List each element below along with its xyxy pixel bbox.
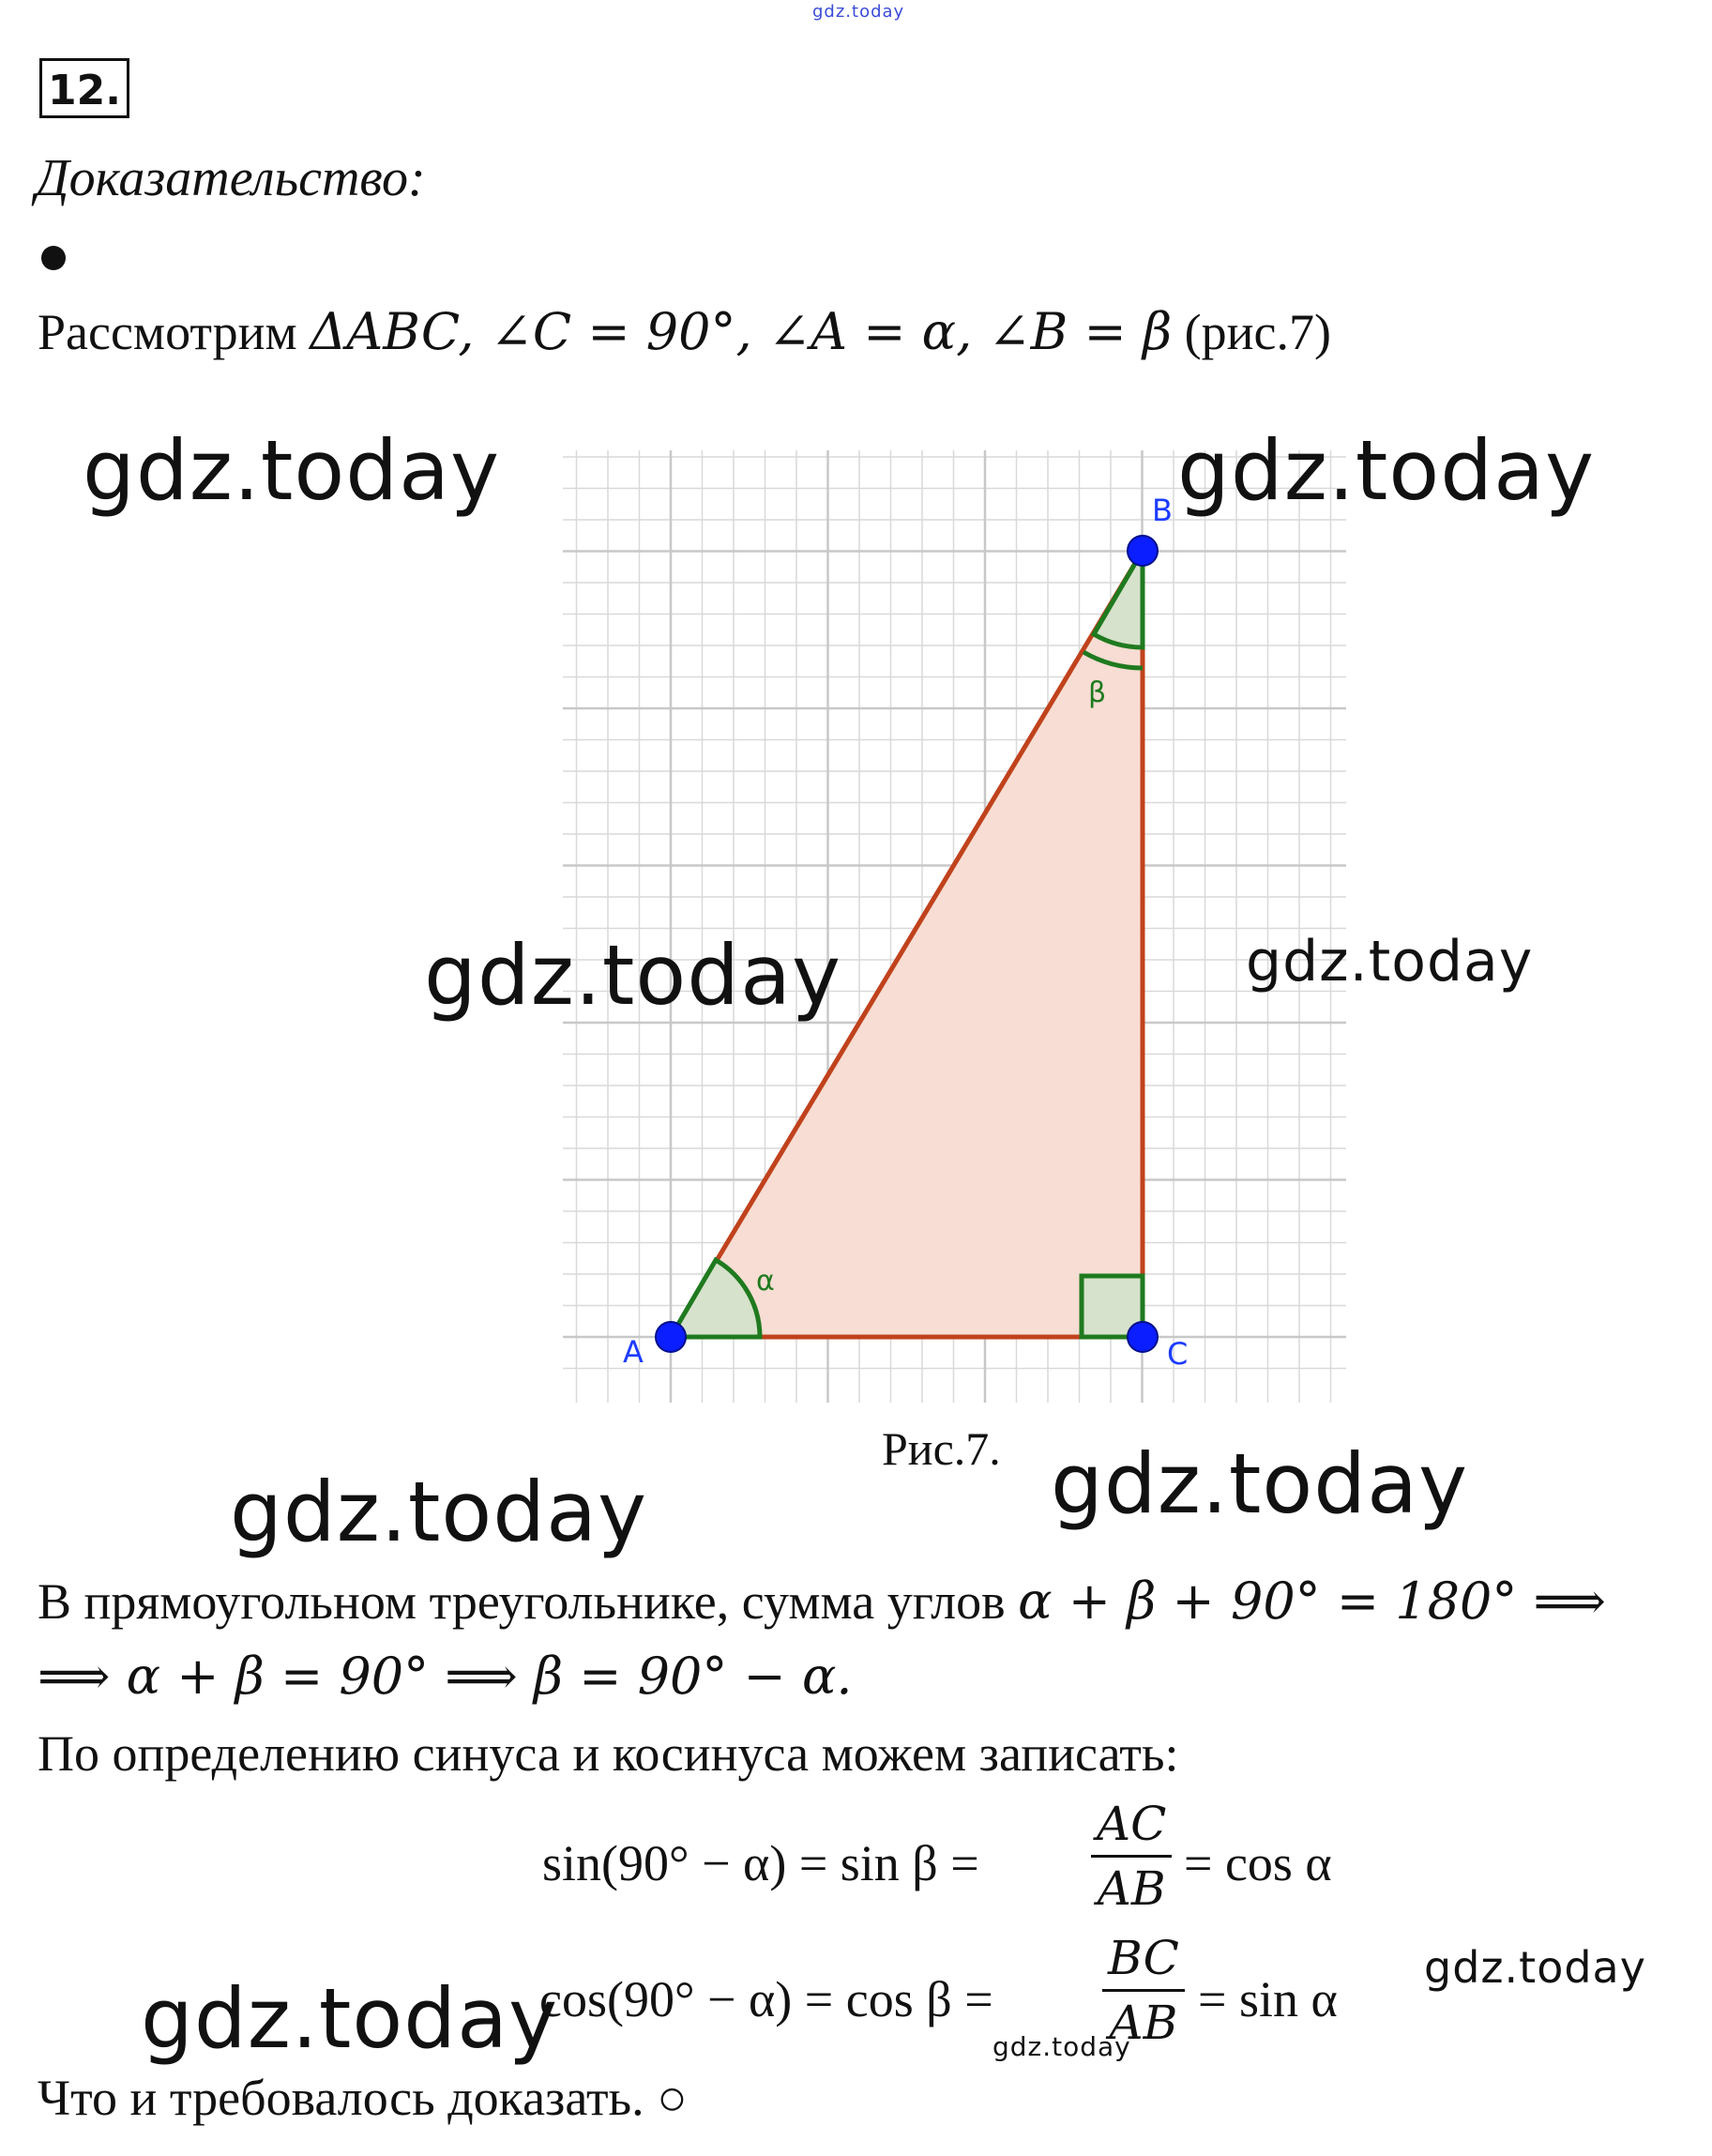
- watermark-4: gdz.today: [1246, 929, 1534, 994]
- watermark-1: gdz.today: [83, 422, 501, 519]
- watermark-3: gdz.today: [424, 927, 842, 1024]
- equation-1-right: = cos α: [1184, 1835, 1332, 1891]
- fraction-2-denominator: AB: [1109, 1996, 1178, 2050]
- watermark-8: gdz.today: [141, 1970, 559, 2067]
- point-b-label: B: [1152, 493, 1173, 528]
- fraction-1-denominator: AB: [1097, 1861, 1166, 1916]
- point-a: [656, 1322, 686, 1352]
- watermark-9: gdz.today: [992, 2031, 1131, 2062]
- equation-1-left: sin(90° − α) = sin β =: [542, 1835, 979, 1891]
- angle-sum-text: В прямоугольном треугольнике, сумма углов: [38, 1573, 1019, 1630]
- figure-caption: Рис.7.: [882, 1422, 1001, 1475]
- angle-sum-line: [38, 1571, 1606, 1631]
- intro-formula: ΔABC, ∠C = 90°, ∠A = α, ∠B = β: [310, 302, 1173, 361]
- problem-number: 12.: [39, 58, 129, 118]
- point-c-label: C: [1167, 1336, 1189, 1372]
- proof-heading: Доказательство:: [36, 149, 426, 207]
- fraction-2-bar: [1102, 1989, 1185, 1992]
- watermark-6: gdz.today: [1051, 1435, 1469, 1532]
- equation-2-right: = sin α: [1198, 1971, 1338, 2027]
- fraction-bc-ab: [1102, 1931, 1185, 2050]
- angle-beta-arc: [1094, 551, 1143, 647]
- fraction-ac-ab: [1091, 1797, 1172, 1916]
- top-watermark: gdz.today: [812, 2, 905, 22]
- watermark-5: gdz.today: [230, 1464, 648, 1560]
- beta-derivation: ⟹ α + β = 90° ⟹ β = 90° − α.: [38, 1647, 853, 1706]
- intro-suffix: (рис.7): [1172, 304, 1332, 360]
- definition-line: По определению синуса и косинуса можем записать:: [38, 1725, 1179, 1782]
- fraction-2-numerator: BC: [1108, 1931, 1179, 1985]
- watermark-2: gdz.today: [1177, 422, 1596, 519]
- angle-sum-formula: α + β + 90° = 180° ⟹: [1018, 1571, 1606, 1631]
- equation-2-left: cos(90° − α) = cos β =: [539, 1971, 993, 2027]
- point-a-label: A: [623, 1334, 644, 1370]
- conclusion-line: Что и требовалось доказать. ○: [38, 2070, 688, 2126]
- intro-prefix: Рассмотрим: [38, 304, 311, 360]
- point-c: [1128, 1322, 1158, 1352]
- point-b: [1128, 536, 1158, 566]
- watermark-7: gdz.today: [1424, 1942, 1646, 1993]
- fraction-1-numerator: AC: [1097, 1797, 1167, 1851]
- angle-alpha-label: α: [756, 1265, 775, 1298]
- fraction-1-bar: [1091, 1855, 1172, 1858]
- angle-beta-label: β: [1088, 676, 1107, 709]
